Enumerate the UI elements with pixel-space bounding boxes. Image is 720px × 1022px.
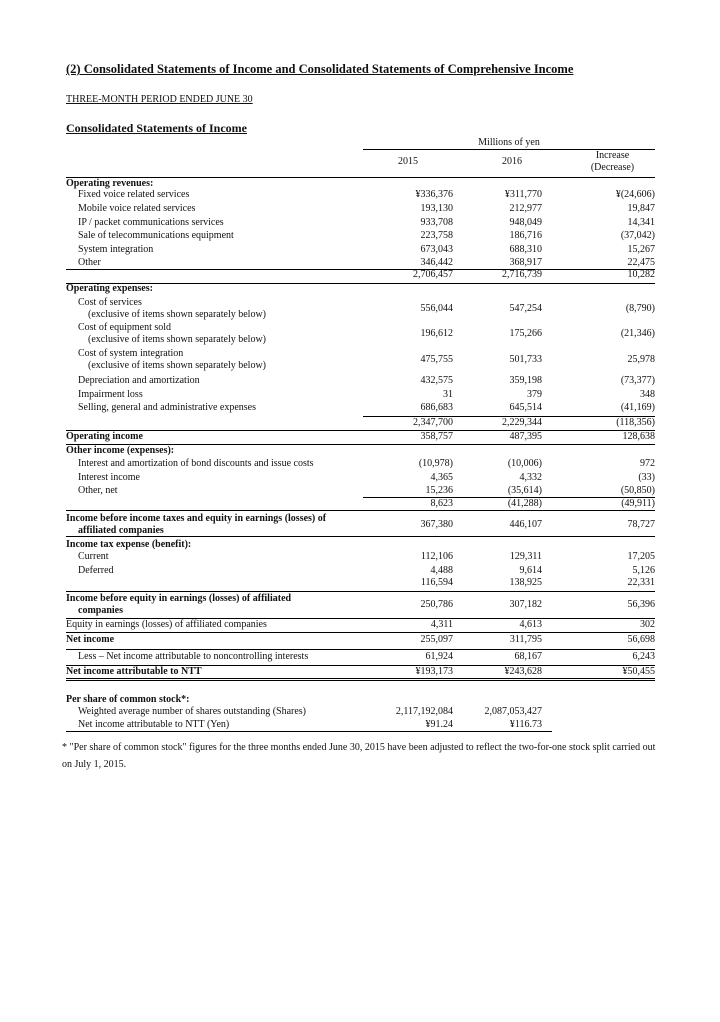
table-rule	[66, 283, 655, 284]
row-value-col-2: 379	[527, 389, 542, 400]
row-value-col-2: 9,614	[519, 565, 542, 576]
row-value-col-2: 4,332	[519, 472, 542, 483]
table-rule	[363, 416, 655, 417]
row-value-col-1: 193,130	[420, 203, 453, 214]
table-rule	[66, 632, 655, 633]
row-value-col-1: 933,708	[420, 217, 453, 228]
row-value-col-2: 359,198	[509, 375, 542, 386]
footnote: * "Per share of common stock" figures for the three months ended June 30, 2015 have been adjusted to reflect the two-for-one stock split carried out on July 1, 2015.	[62, 742, 656, 770]
row-value-col-2: 948,049	[509, 217, 542, 228]
row-label: Equity in earnings (losses) of affiliated companies	[66, 619, 267, 630]
row-value-col-3: ¥(24,606)	[615, 189, 655, 200]
row-value-col-3: 14,341	[627, 217, 655, 228]
row-label: Cost of system integration	[78, 348, 184, 359]
row-value-col-3: 348	[640, 389, 655, 400]
row-label: Impairment loss	[78, 389, 143, 400]
row-value-col-3: 5,126	[632, 565, 655, 576]
table-rule	[66, 591, 655, 592]
row-value-col-2: 212,977	[509, 203, 542, 214]
row-value-col-3: 22,475	[627, 257, 655, 268]
row-value-col-3: 17,205	[627, 551, 655, 562]
row-value-col-1: 4,488	[430, 565, 453, 576]
row-label: Other	[78, 257, 101, 268]
row-label: Income tax expense (benefit):	[66, 539, 192, 550]
row-value-col-2: 129,311	[509, 551, 542, 562]
row-label: Deferred	[78, 565, 114, 576]
row-value-col-3: 78,727	[627, 519, 655, 530]
row-label: IP / packet communications services	[78, 217, 224, 228]
row-label: Income before income taxes and equity in earnings (losses) of	[66, 513, 327, 524]
table-rule	[363, 497, 655, 498]
row-label: Other, net	[78, 485, 118, 496]
row-value-col-1: 116,594	[420, 577, 453, 588]
row-value-col-1: 8,623	[430, 498, 453, 509]
row-value-col-2: ¥311,770	[504, 189, 542, 200]
table-rule	[66, 536, 655, 537]
row-label: Operating expenses:	[66, 283, 153, 294]
row-value-col-3: (49,911)	[621, 498, 655, 509]
row-value-col-2: ¥116.73	[509, 719, 542, 730]
column-header-2015: 2015	[398, 156, 418, 167]
row-value-col-2: 68,167	[514, 651, 542, 662]
row-value-col-2: 487,395	[509, 431, 542, 442]
row-value-col-2: (10,006)	[507, 458, 542, 469]
row-value-col-3: 6,243	[632, 651, 655, 662]
row-value-col-3: (118,356)	[616, 417, 655, 428]
header-rule	[66, 177, 655, 178]
row-value-col-1: 475,755	[420, 354, 453, 365]
row-label-continued: (exclusive of items shown separately below)	[88, 360, 267, 371]
period-label: THREE-MONTH PERIOD ENDED JUNE 30	[66, 94, 253, 105]
row-value-col-2: 4,613	[519, 619, 542, 630]
row-label: Net income attributable to NTT (Yen)	[78, 719, 230, 730]
table-rule	[66, 731, 552, 732]
row-label: Sale of telecommunications equipment	[78, 230, 234, 241]
double-rule	[66, 678, 655, 681]
row-label: Other income (expenses):	[66, 445, 175, 456]
row-value-col-3: (33)	[638, 472, 655, 483]
row-value-col-2: 368,917	[509, 257, 542, 268]
row-value-col-2: 645,514	[509, 402, 542, 413]
row-value-col-1: 432,575	[420, 375, 453, 386]
row-value-col-2: 2,229,344	[502, 417, 542, 428]
row-label: Fixed voice related services	[78, 189, 190, 200]
row-label: Cost of equipment sold	[78, 322, 172, 333]
row-value-col-1: 367,380	[420, 519, 453, 530]
table-rule	[66, 444, 655, 445]
row-value-col-3: (8,790)	[625, 303, 655, 314]
row-label: Operating revenues:	[66, 178, 154, 189]
row-value-col-2: (41,288)	[507, 498, 542, 509]
row-value-col-2: 446,107	[509, 519, 542, 530]
row-value-col-3: 972	[640, 458, 655, 469]
row-value-col-1: 556,044	[420, 303, 453, 314]
row-value-col-2: 501,733	[509, 354, 542, 365]
row-value-col-1: 112,106	[420, 551, 453, 562]
table-rule	[363, 269, 655, 270]
row-value-col-3: 10,282	[627, 269, 655, 280]
row-value-col-3: 25,978	[627, 354, 655, 365]
row-value-col-2: 688,310	[509, 244, 542, 255]
row-value-col-1: 15,236	[425, 485, 453, 496]
row-value-col-3: 302	[640, 619, 655, 630]
row-value-col-1: 686,683	[420, 402, 453, 413]
table-rule	[66, 665, 655, 666]
row-label: Interest income	[78, 472, 140, 483]
row-value-col-1: 2,706,457	[413, 269, 453, 280]
row-value-col-3: (41,169)	[620, 402, 655, 413]
row-value-col-1: 4,365	[430, 472, 453, 483]
row-label: Weighted average number of shares outstanding (Shares)	[78, 706, 307, 717]
row-value-col-1: 255,097	[420, 634, 453, 645]
row-value-col-1: 196,612	[420, 328, 453, 339]
row-value-col-3: 56,698	[627, 634, 655, 645]
row-value-col-3: (73,377)	[620, 375, 655, 386]
row-label: Net income	[66, 634, 115, 645]
row-value-col-1: ¥336,376	[415, 189, 453, 200]
row-value-col-3: 15,267	[627, 244, 655, 255]
table-rule	[66, 430, 655, 431]
table-rule	[66, 649, 655, 650]
row-label: Less – Net income attributable to noncontrolling interests	[78, 651, 309, 662]
row-value-col-2: 175,266	[509, 328, 542, 339]
row-value-col-1: 2,117,192,084	[395, 706, 453, 717]
row-label-continued: (exclusive of items shown separately below)	[88, 309, 267, 320]
row-value-col-3: (50,850)	[620, 485, 655, 496]
table-rule	[66, 618, 655, 619]
table-rule	[66, 510, 655, 511]
row-label: Income before equity in earnings (losses) of affiliated	[66, 593, 292, 604]
row-label: Current	[78, 551, 109, 562]
row-value-col-1: 673,043	[420, 244, 453, 255]
row-value-col-3: 19,847	[627, 203, 655, 214]
row-value-col-2: 2,087,053,427	[484, 706, 542, 717]
row-label: Operating income	[66, 431, 143, 442]
row-value-col-1: 31	[443, 389, 453, 400]
row-value-col-2: 138,925	[509, 577, 542, 588]
row-label-continued: affiliated companies	[78, 525, 164, 536]
row-value-col-1: ¥193,173	[415, 666, 453, 677]
row-value-col-1: 358,757	[420, 431, 453, 442]
row-label: Cost of services	[78, 297, 142, 308]
row-label-continued: companies	[78, 605, 123, 616]
row-label: Selling, general and administrative expenses	[78, 402, 257, 413]
row-value-col-1: 4,311	[430, 619, 453, 630]
row-value-col-3: 128,638	[622, 431, 655, 442]
row-value-col-1: 250,786	[420, 599, 453, 610]
row-value-col-2: 2,716,739	[502, 269, 542, 280]
row-value-col-3: 56,396	[627, 599, 655, 610]
row-value-col-3: 22,331	[627, 577, 655, 588]
row-value-col-2: (35,614)	[507, 485, 542, 496]
row-value-col-1: 346,442	[420, 257, 453, 268]
row-label-continued: (exclusive of items shown separately below)	[88, 334, 267, 345]
row-value-col-2: 311,795	[509, 634, 542, 645]
row-value-col-1: (10,978)	[418, 458, 453, 469]
column-header-decrease: (Decrease)	[590, 162, 635, 173]
row-value-col-1: 2,347,700	[413, 417, 453, 428]
units-label: Millions of yen	[478, 137, 540, 148]
row-value-col-1: ¥91.24	[425, 719, 453, 730]
row-value-col-1: 223,758	[420, 230, 453, 241]
row-value-col-2: 307,182	[509, 599, 542, 610]
column-header-2016: 2016	[502, 156, 522, 167]
row-value-col-2: 186,716	[509, 230, 542, 241]
row-label: Per share of common stock*:	[66, 694, 190, 705]
row-value-col-3: (21,346)	[620, 328, 655, 339]
row-label: Depreciation and amortization	[78, 375, 200, 386]
row-value-col-3: (37,042)	[620, 230, 655, 241]
column-header-increase: Increase	[595, 150, 630, 161]
row-value-col-2: ¥243,628	[504, 666, 542, 677]
row-value-col-3: ¥50,455	[622, 666, 655, 677]
row-label: Interest and amortization of bond discounts and issue costs	[78, 458, 314, 469]
row-value-col-2: 547,254	[509, 303, 542, 314]
row-value-col-1: 61,924	[425, 651, 453, 662]
statement-title: Consolidated Statements of Income	[66, 121, 247, 135]
row-label: Net income attributable to NTT	[66, 666, 202, 677]
section-title: (2) Consolidated Statements of Income and Consolidated Statements of Comprehensive Income	[66, 62, 574, 76]
row-label: System integration	[78, 244, 154, 255]
row-label: Mobile voice related services	[78, 203, 196, 214]
